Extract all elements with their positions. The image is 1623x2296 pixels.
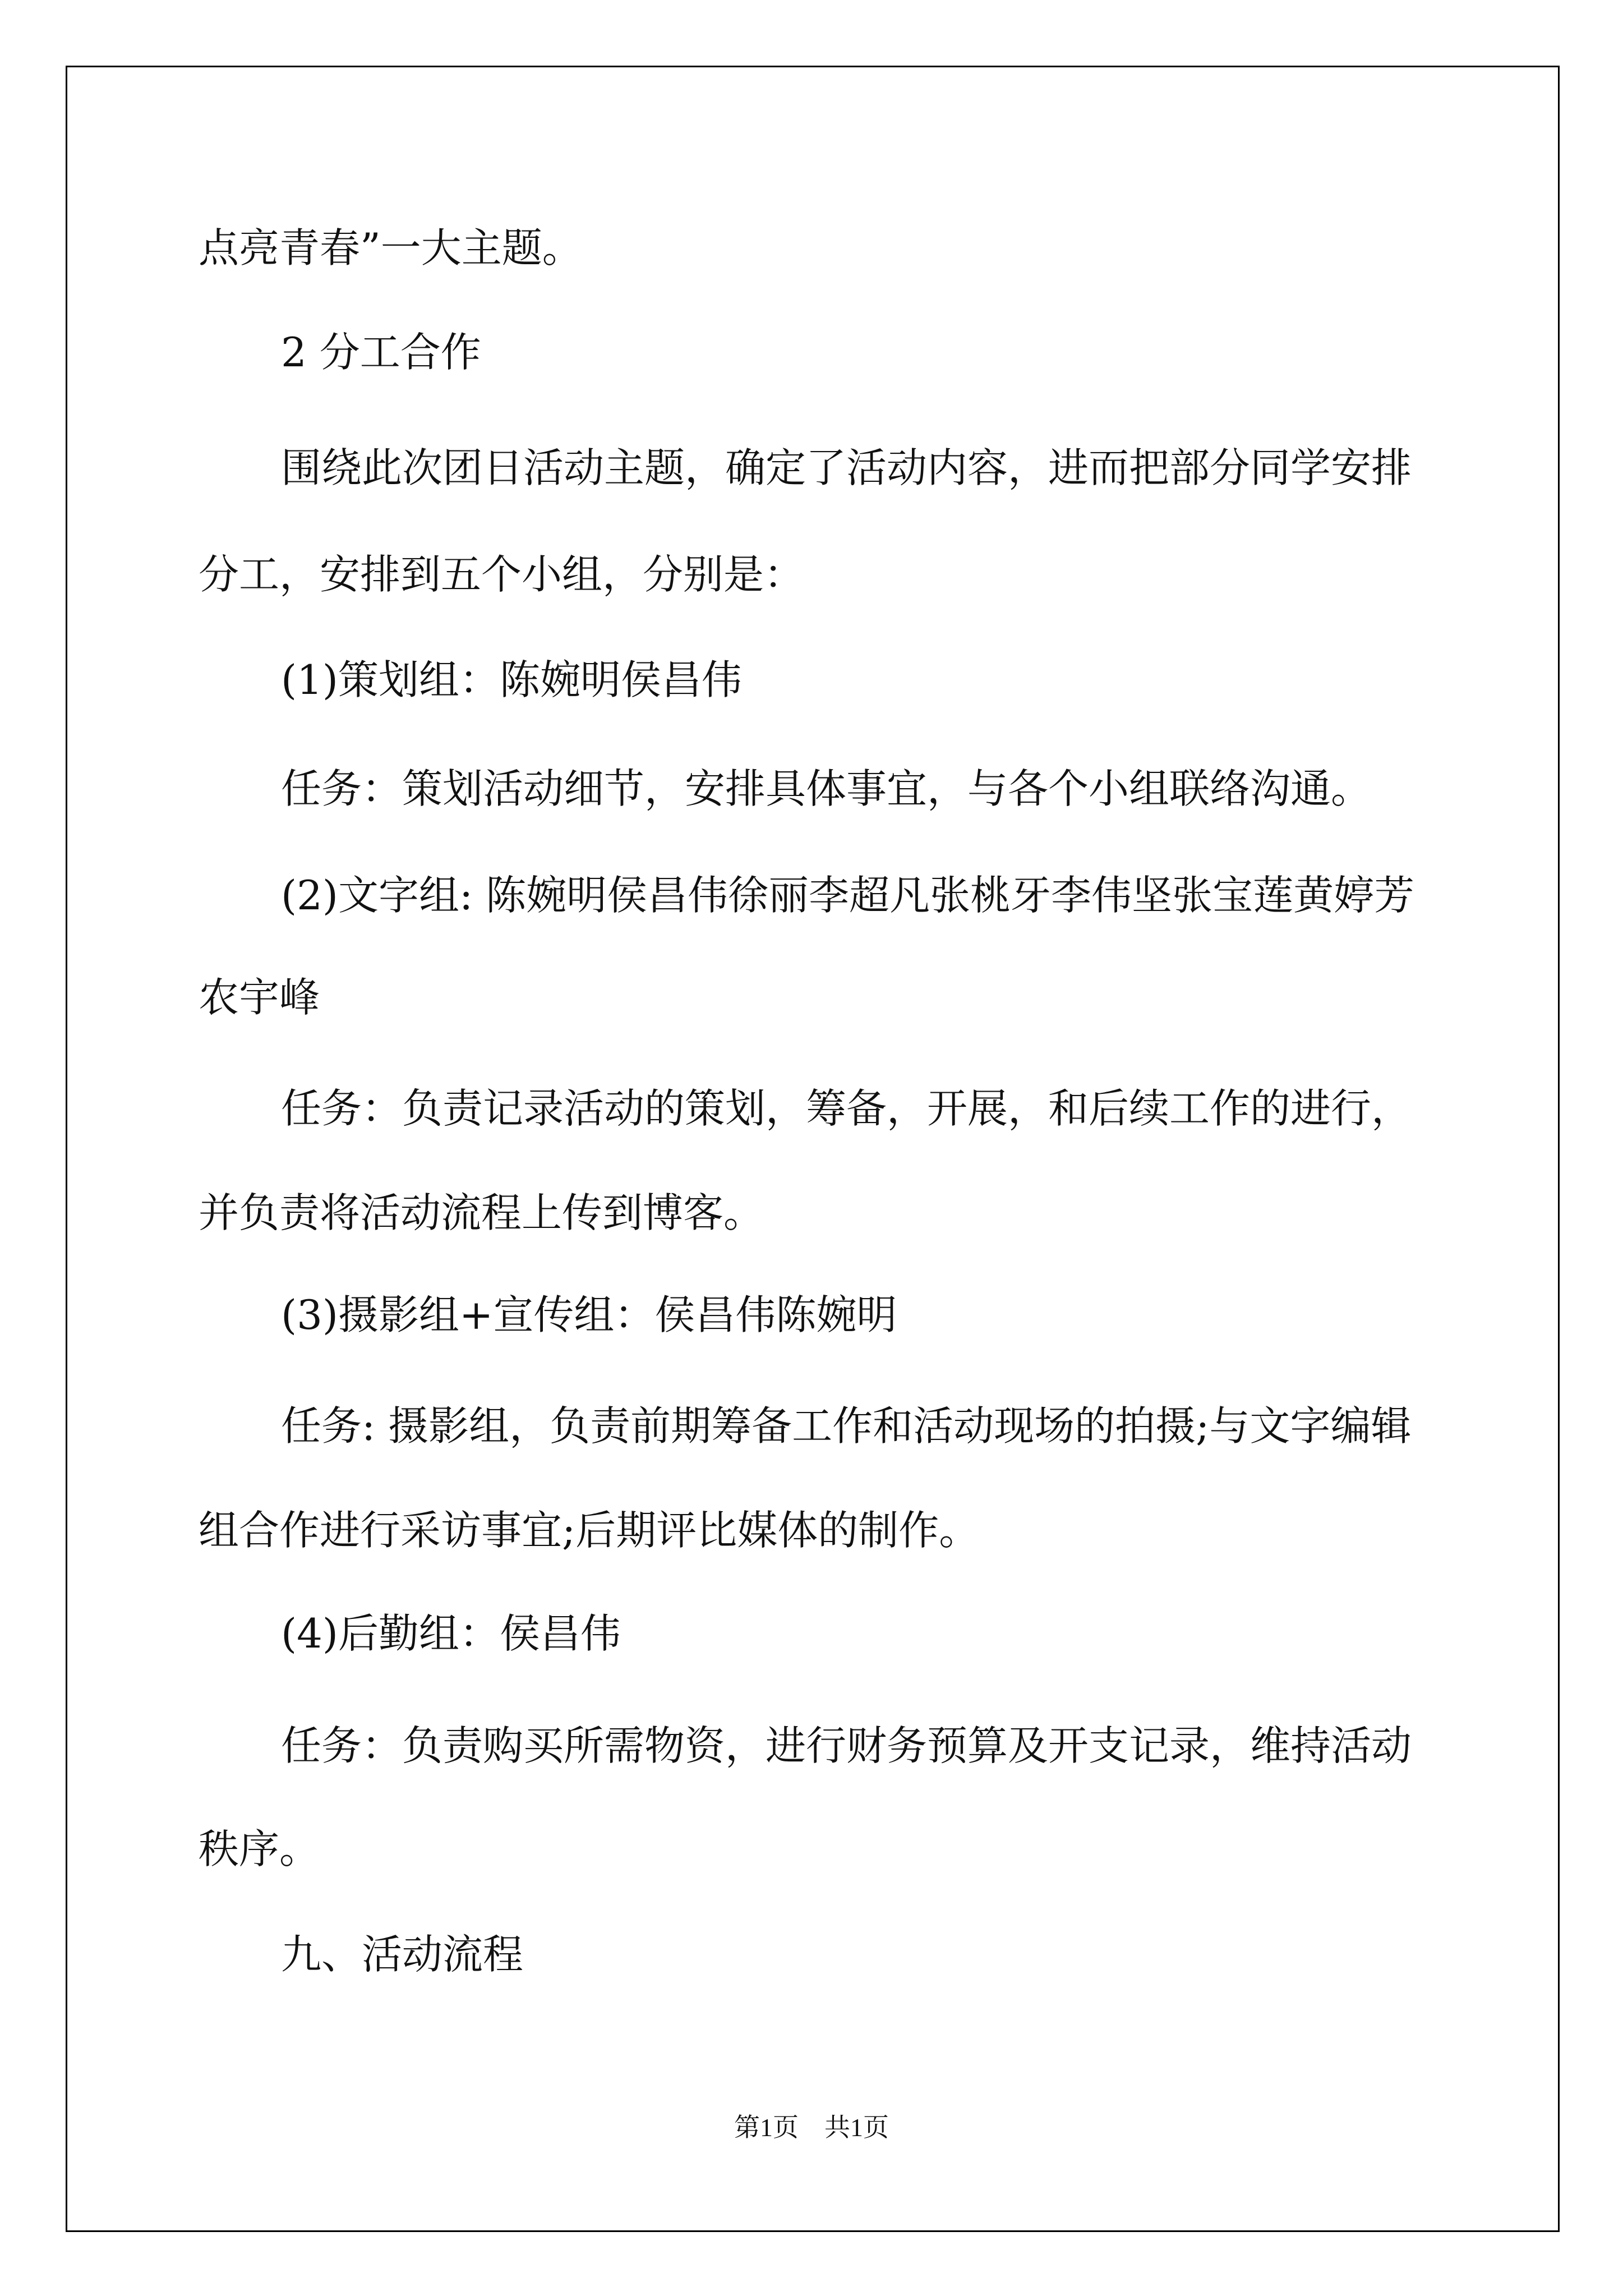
- text-line: 农宇峰: [199, 974, 320, 1021]
- page-border: [66, 66, 1560, 2232]
- text-line: 任务: 摄影组，负责前期筹备工作和活动现场的拍摄;与文字编辑: [281, 1402, 1412, 1450]
- text-line: (1)策划组：陈婉明侯昌伟: [281, 656, 742, 703]
- text-line: (2)文字组: 陈婉明侯昌伟徐丽李超凡张桃牙李伟坚张宝莲黄婷芳: [281, 872, 1415, 919]
- text-line: 九、活动流程: [281, 1931, 524, 1978]
- text-line: 2 分工合作: [281, 329, 481, 376]
- text-line: 任务：负责记录活动的策划，筹备，开展，和后续工作的进行，: [281, 1085, 1412, 1132]
- text-line: 点亮青春”一大主题。: [199, 224, 583, 272]
- text-line: 分工，安排到五个小组，分别是：: [199, 551, 805, 598]
- text-line: 并负责将活动流程上传到博客。: [199, 1189, 764, 1236]
- text-line: 任务：负责购买所需物资，进行财务预算及开支记录，维持活动: [281, 1722, 1412, 1769]
- text-line: (4)后勤组：侯昌伟: [281, 1610, 621, 1657]
- text-line: 秩序。: [199, 1825, 320, 1872]
- text-line: (3)摄影组+宣传组：侯昌伟陈婉明: [281, 1291, 897, 1338]
- text-line: 任务：策划活动细节，安排具体事宜，与各个小组联络沟通。: [281, 765, 1372, 812]
- page-number-footer: 第1页 共1页: [734, 2113, 889, 2142]
- text-line: 围绕此次团日活动主题，确定了活动内容，进而把部分同学安排: [281, 444, 1412, 491]
- text-line: 组合作进行采访事宜;后期评比媒体的制作。: [199, 1507, 980, 1554]
